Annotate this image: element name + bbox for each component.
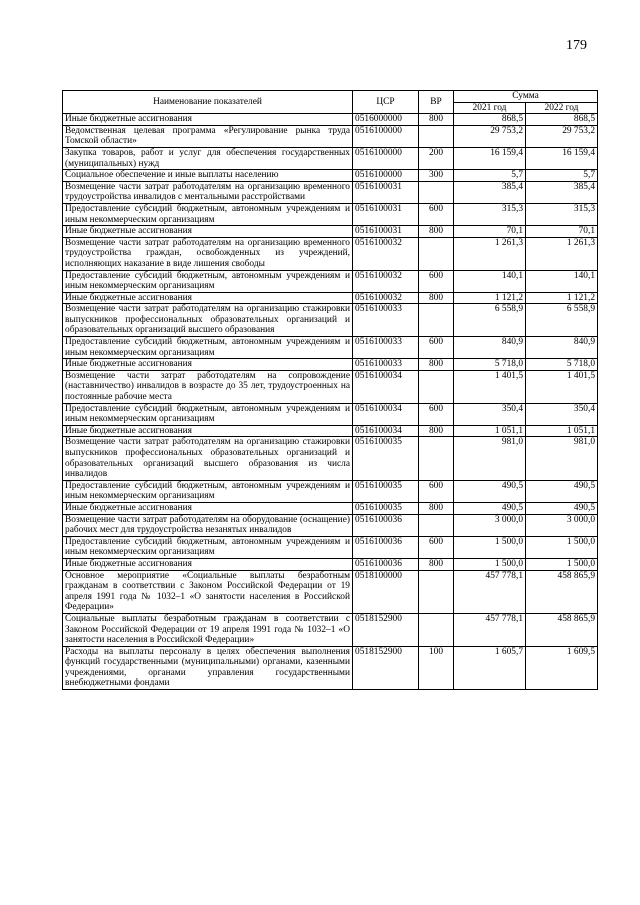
cell-csr: 0516100033: [353, 359, 419, 371]
cell-vr: 800: [419, 425, 454, 437]
cell-csr: 0516100031: [353, 181, 419, 203]
cell-name: Иные бюджетные ассигнования: [63, 292, 353, 304]
table-row: [63, 170, 598, 182]
cell-name: Предоставление субсидий бюджетным, автономным учреждениям и иным некоммерческим организациям: [63, 536, 353, 558]
cell-name: Иные бюджетные ассигнования: [63, 502, 353, 514]
cell-2022: 5 718,0: [526, 359, 598, 371]
cell-name: Предоставление субсидий бюджетным, автономным учреждениям и иным некоммерческим организациям: [63, 337, 353, 359]
table-row: [63, 613, 598, 646]
cell-2021: 70,1: [454, 226, 526, 238]
cell-csr: 0518100000: [353, 570, 419, 613]
cell-2021: 457 778,1: [454, 570, 526, 613]
table-row: [63, 203, 598, 225]
cell-vr: 600: [419, 480, 454, 502]
cell-2022: 1 121,2: [526, 292, 598, 304]
cell-2022: 385,4: [526, 181, 598, 203]
cell-vr: [419, 613, 454, 646]
cell-name: Возмещение части затрат работодателям на организацию стажировки выпускников профессиональных образовательных организаций и образовательных организаций высшего образования: [63, 304, 353, 337]
cell-2021: 29 753,2: [454, 125, 526, 147]
table-row: [63, 536, 598, 558]
cell-vr: 800: [419, 359, 454, 371]
header-sum: Сумма: [454, 91, 598, 103]
cell-2022: 981,0: [526, 437, 598, 480]
cell-name: Социальное обеспечение и иные выплаты населению: [63, 170, 353, 182]
cell-name: Возмещение части затрат работодателям на сопровождение (наставничество) инвалидов в возрасте до 35 лет, трудоустроенных на постоянные рабочие места: [63, 370, 353, 403]
page-number: 179: [566, 38, 587, 53]
header-year-2022: 2022 год: [526, 102, 598, 114]
cell-vr: [419, 370, 454, 403]
table-row: [63, 502, 598, 514]
cell-2021: 981,0: [454, 437, 526, 480]
cell-name: Социальные выплаты безработным гражданам в соответствии с Законом Российской Федерации от 19 апреля 1991 года № 1032–1 «О занятости населения в Российской Федерации»: [63, 613, 353, 646]
cell-vr: 800: [419, 114, 454, 126]
cell-csr: 0516100032: [353, 292, 419, 304]
cell-2022: 1 609,5: [526, 646, 598, 689]
cell-2022: 29 753,2: [526, 125, 598, 147]
cell-2021: 1 261,3: [454, 237, 526, 270]
cell-name: Предоставление субсидий бюджетным, автономным учреждениям и иным некоммерческим организациям: [63, 403, 353, 425]
cell-2022: 458 865,9: [526, 570, 598, 613]
cell-csr: 0518152900: [353, 613, 419, 646]
cell-2021: 6 558,9: [454, 304, 526, 337]
table-header: [63, 91, 598, 114]
table-row: [63, 480, 598, 502]
cell-2021: 5,7: [454, 170, 526, 182]
cell-vr: 600: [419, 270, 454, 292]
cell-csr: 0516100033: [353, 337, 419, 359]
cell-name: Закупка товаров, работ и услуг для обеспечения государственных (муниципальных) нужд: [63, 147, 353, 169]
table-row: [63, 646, 598, 689]
cell-2022: 350,4: [526, 403, 598, 425]
cell-csr: 0516100000: [353, 125, 419, 147]
cell-2022: 70,1: [526, 226, 598, 238]
cell-csr: 0516100034: [353, 403, 419, 425]
cell-2021: 1 500,0: [454, 558, 526, 570]
table-row: [63, 558, 598, 570]
cell-csr: 0516100032: [353, 237, 419, 270]
cell-name: Возмещение части затрат работодателям на организацию временного трудоустройства инвалидов с ментальными расстройствами: [63, 181, 353, 203]
cell-2021: 5 718,0: [454, 359, 526, 371]
cell-name: Иные бюджетные ассигнования: [63, 359, 353, 371]
cell-csr: 0516100035: [353, 480, 419, 502]
cell-csr: 0516100035: [353, 502, 419, 514]
header-name: Наименование показателей: [63, 91, 353, 114]
cell-vr: [419, 125, 454, 147]
budget-table: [62, 90, 598, 690]
table-row: [63, 437, 598, 480]
cell-name: Предоставление субсидий бюджетным, автономным учреждениям и иным некоммерческим организациям: [63, 203, 353, 225]
table-row: [63, 226, 598, 238]
table-row: [63, 570, 598, 613]
cell-2021: 350,4: [454, 403, 526, 425]
cell-2022: 315,3: [526, 203, 598, 225]
cell-vr: 800: [419, 226, 454, 238]
cell-name: Ведомственная целевая программа «Регулирование рынка труда Томской области»: [63, 125, 353, 147]
cell-name: Расходы на выплаты персоналу в целях обеспечения выполнения функций государственными (муниципальными) органами, казенными учреждениями, органами управления государственными внебюджетными фондами: [63, 646, 353, 689]
cell-vr: 800: [419, 558, 454, 570]
cell-2022: 5,7: [526, 170, 598, 182]
cell-2021: 1 605,7: [454, 646, 526, 689]
cell-vr: 200: [419, 147, 454, 169]
cell-2022: 1 261,3: [526, 237, 598, 270]
cell-vr: [419, 237, 454, 270]
cell-vr: [419, 181, 454, 203]
header-csr: ЦСР: [353, 91, 419, 114]
cell-csr: 0516000000: [353, 114, 419, 126]
table-row: [63, 292, 598, 304]
cell-2021: 385,4: [454, 181, 526, 203]
cell-2021: 1 500,0: [454, 536, 526, 558]
header-vr: ВР: [419, 91, 454, 114]
cell-2021: 490,5: [454, 480, 526, 502]
cell-name: Возмещение части затрат работодателям на организацию стажировки выпускников профессиональных образовательных организаций и образовательных организаций высшего образования из числа инвалидов: [63, 437, 353, 480]
table-row: [63, 425, 598, 437]
cell-vr: [419, 437, 454, 480]
table-row: [63, 304, 598, 337]
cell-2021: 16 159,4: [454, 147, 526, 169]
table-row: [63, 514, 598, 536]
cell-2022: 1 500,0: [526, 536, 598, 558]
cell-name: Иные бюджетные ассигнования: [63, 558, 353, 570]
cell-vr: 600: [419, 337, 454, 359]
cell-csr: 0516100031: [353, 226, 419, 238]
cell-2022: 868,5: [526, 114, 598, 126]
table-row: [63, 370, 598, 403]
cell-2022: 3 000,0: [526, 514, 598, 536]
cell-csr: 0516100036: [353, 514, 419, 536]
cell-csr: 0516100035: [353, 437, 419, 480]
cell-2021: 315,3: [454, 203, 526, 225]
cell-csr: 0516100034: [353, 425, 419, 437]
cell-csr: 0516100036: [353, 536, 419, 558]
cell-name: Основное мероприятие «Социальные выплаты безработным гражданам в соответствии с Законом Российской Федерации от 19 апреля 1991 года № 1032–1 «О занятости населения в Российской Федерации»: [63, 570, 353, 613]
table-row: [63, 337, 598, 359]
cell-vr: 800: [419, 292, 454, 304]
cell-2021: 868,5: [454, 114, 526, 126]
cell-vr: [419, 570, 454, 613]
cell-csr: 0516100034: [353, 370, 419, 403]
cell-2022: 1 051,1: [526, 425, 598, 437]
table-row: [63, 114, 598, 126]
cell-2022: 490,5: [526, 480, 598, 502]
cell-2021: 1 401,5: [454, 370, 526, 403]
cell-vr: [419, 304, 454, 337]
cell-2021: 490,5: [454, 502, 526, 514]
cell-name: Иные бюджетные ассигнования: [63, 425, 353, 437]
cell-csr: 0516100031: [353, 203, 419, 225]
cell-2022: 6 558,9: [526, 304, 598, 337]
cell-vr: 600: [419, 203, 454, 225]
cell-2022: 140,1: [526, 270, 598, 292]
cell-vr: 600: [419, 536, 454, 558]
cell-csr: 0516100032: [353, 270, 419, 292]
table-row: [63, 125, 598, 147]
cell-2021: 840,9: [454, 337, 526, 359]
cell-vr: 300: [419, 170, 454, 182]
header-year-2021: 2021 год: [454, 102, 526, 114]
cell-2021: 3 000,0: [454, 514, 526, 536]
cell-csr: 0516100000: [353, 170, 419, 182]
cell-vr: 100: [419, 646, 454, 689]
cell-name: Предоставление субсидий бюджетным, автономным учреждениям и иным некоммерческим организациям: [63, 480, 353, 502]
cell-2022: 840,9: [526, 337, 598, 359]
cell-2022: 490,5: [526, 502, 598, 514]
cell-2021: 457 778,1: [454, 613, 526, 646]
table-row: [63, 237, 598, 270]
cell-2021: 1 051,1: [454, 425, 526, 437]
cell-name: Предоставление субсидий бюджетным, автономным учреждениям и иным некоммерческим организациям: [63, 270, 353, 292]
table-row: [63, 181, 598, 203]
cell-csr: 0518152900: [353, 646, 419, 689]
table-row: [63, 403, 598, 425]
cell-csr: 0516100000: [353, 147, 419, 169]
cell-vr: [419, 514, 454, 536]
cell-2022: 1 500,0: [526, 558, 598, 570]
cell-2022: 16 159,4: [526, 147, 598, 169]
table-row: [63, 270, 598, 292]
cell-name: Возмещение части затрат работодателям на оборудование (оснащение) рабочих мест для трудоустройства незанятых инвалидов: [63, 514, 353, 536]
table-row: [63, 147, 598, 169]
cell-2021: 1 121,2: [454, 292, 526, 304]
cell-2022: 1 401,5: [526, 370, 598, 403]
cell-name: Иные бюджетные ассигнования: [63, 226, 353, 238]
cell-csr: 0516100033: [353, 304, 419, 337]
cell-2021: 140,1: [454, 270, 526, 292]
cell-vr: 600: [419, 403, 454, 425]
cell-csr: 0516100036: [353, 558, 419, 570]
cell-name: Иные бюджетные ассигнования: [63, 114, 353, 126]
table-body: [63, 114, 598, 690]
cell-2022: 458 865,9: [526, 613, 598, 646]
table-row: [63, 359, 598, 371]
cell-name: Возмещение части затрат работодателям на организацию временного трудоустройства граждан, освобожденных из учреждений, исполняющих наказание в виде лишения свободы: [63, 237, 353, 270]
cell-vr: 800: [419, 502, 454, 514]
